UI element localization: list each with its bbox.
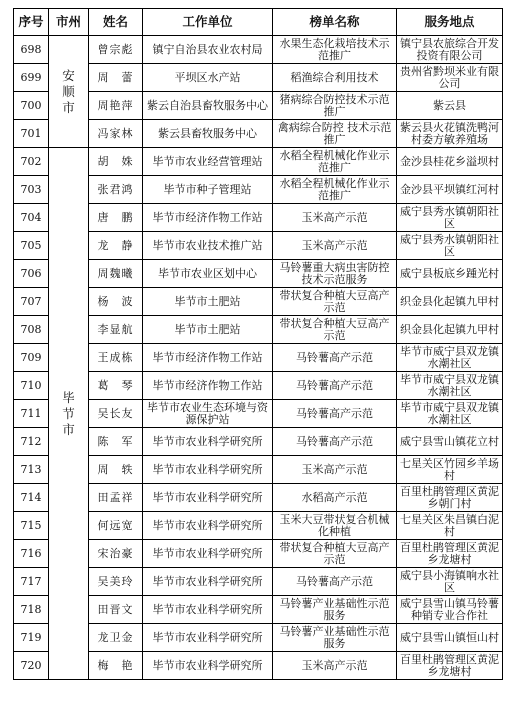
employer-cell: 毕节市农业科学研究所 [143, 624, 273, 652]
employer-cell: 毕节市土肥站 [143, 288, 273, 316]
header-employer: 工作单位 [143, 9, 273, 36]
header-name: 姓名 [89, 9, 143, 36]
service-location-cell: 贵州省黔坝米业有限公司 [397, 64, 503, 92]
seq-cell: 719 [14, 624, 49, 652]
employer-cell: 毕节市农业科学研究所 [143, 428, 273, 456]
city-label: 安顺市 [62, 67, 75, 115]
list-name-cell: 马铃薯高产示范 [273, 344, 397, 372]
name-cell: 张君鸿 [89, 176, 143, 204]
list-name-cell: 水稻高产示范 [273, 484, 397, 512]
name-cell: 唐 鹏 [89, 204, 143, 232]
list-name-cell: 猪病综合防控技术示范推广 [273, 92, 397, 120]
service-location-cell: 百里杜鹃管理区黄泥乡龙塘村 [397, 540, 503, 568]
name-cell: 龙 静 [89, 232, 143, 260]
table-row [14, 148, 503, 176]
service-location-cell: 威宁县秀水镇朝阳社区 [397, 232, 503, 260]
employer-cell: 毕节市农业生态环境与资源保护站 [143, 400, 273, 428]
seq-cell: 712 [14, 428, 49, 456]
seq-cell: 713 [14, 456, 49, 484]
list-name-cell: 马铃薯重大病虫害防控技术示范服务 [273, 260, 397, 288]
list-name-cell: 稻渔综合利用技术 [273, 64, 397, 92]
seq-cell: 702 [14, 148, 49, 176]
service-location-cell: 金沙县平坝镇红河村 [397, 176, 503, 204]
seq-cell: 718 [14, 596, 49, 624]
seq-cell: 706 [14, 260, 49, 288]
seq-cell: 716 [14, 540, 49, 568]
seq-cell: 711 [14, 400, 49, 428]
seq-cell: 699 [14, 64, 49, 92]
seq-cell: 714 [14, 484, 49, 512]
list-name-cell: 马铃薯高产示范 [273, 400, 397, 428]
seq-cell: 703 [14, 176, 49, 204]
list-name-cell: 马铃薯高产示范 [273, 372, 397, 400]
seq-cell: 720 [14, 652, 49, 680]
seq-cell: 707 [14, 288, 49, 316]
service-location-cell: 威宁县雪山镇花立村 [397, 428, 503, 456]
name-cell: 胡 姝 [89, 148, 143, 176]
name-cell: 田孟祥 [89, 484, 143, 512]
service-location-cell: 紫云县火花镇洗鸭河村委方敏养殖场 [397, 120, 503, 148]
city-cell [49, 148, 89, 680]
list-name-cell: 马铃薯产业基础性示范服务 [273, 624, 397, 652]
employer-cell: 毕节市农业经营管理站 [143, 148, 273, 176]
service-location-cell: 威宁县板底乡踵光村 [397, 260, 503, 288]
service-location-cell: 织金县化起镇九甲村 [397, 316, 503, 344]
name-cell: 周 轶 [89, 456, 143, 484]
service-location-cell: 毕节市威宁县双龙镇水潮社区 [397, 400, 503, 428]
service-location-cell: 威宁县小海镇响水社区 [397, 568, 503, 596]
employer-cell: 毕节市农业科学研究所 [143, 596, 273, 624]
header-seq: 序号 [14, 9, 49, 36]
seq-cell: 708 [14, 316, 49, 344]
service-location-cell: 威宁县雪山镇马铃薯种销专业合作社 [397, 596, 503, 624]
header-row [14, 9, 503, 36]
name-cell: 曾宗彪 [89, 36, 143, 64]
employer-cell: 毕节市经济作物工作站 [143, 372, 273, 400]
list-name-cell: 水稻全程机械化作业示范推广 [273, 176, 397, 204]
seq-cell: 717 [14, 568, 49, 596]
service-location-cell: 七星关区朱昌镇白泥村 [397, 512, 503, 540]
employer-cell: 毕节市农业科学研究所 [143, 540, 273, 568]
service-location-cell: 威宁县秀水镇朝阳社区 [397, 204, 503, 232]
list-name-cell: 带状复合种植大豆高产示范 [273, 540, 397, 568]
name-cell: 周艳萍 [89, 92, 143, 120]
table-row [14, 36, 503, 64]
employer-cell: 紫云县畜牧服务中心 [143, 120, 273, 148]
name-cell: 田晋文 [89, 596, 143, 624]
name-cell: 杨 波 [89, 288, 143, 316]
list-name-cell: 水稻全程机械化作业示范推广 [273, 148, 397, 176]
name-cell: 周 蕾 [89, 64, 143, 92]
header-service-location: 服务地点 [397, 9, 503, 36]
service-location-cell: 金沙县桂花乡溢坝村 [397, 148, 503, 176]
list-name-cell: 带状复合种植大豆高产示范 [273, 288, 397, 316]
service-location-cell: 织金县化起镇九甲村 [397, 288, 503, 316]
employer-cell: 毕节市农业科学研究所 [143, 512, 273, 540]
employer-cell: 毕节市农业技术推广站 [143, 232, 273, 260]
name-cell: 陈 军 [89, 428, 143, 456]
seq-cell: 710 [14, 372, 49, 400]
name-cell: 龙卫金 [89, 624, 143, 652]
service-location-cell: 紫云县 [397, 92, 503, 120]
city-label: 毕节市 [62, 389, 75, 437]
list-name-cell: 水果生态化栽培技术示范推广 [273, 36, 397, 64]
employer-cell: 毕节市农业科学研究所 [143, 484, 273, 512]
list-name-cell: 玉米大豆带状复合机械化种植 [273, 512, 397, 540]
employer-cell: 毕节市农业科学研究所 [143, 652, 273, 680]
list-name-cell: 玉米高产示范 [273, 652, 397, 680]
list-name-cell: 禽病综合防控 技术示范推广 [273, 120, 397, 148]
header-list-name: 榜单名称 [273, 9, 397, 36]
employer-cell: 毕节市种子管理站 [143, 176, 273, 204]
employer-cell: 毕节市经济作物工作站 [143, 344, 273, 372]
employer-cell: 毕节市农业科学研究所 [143, 568, 273, 596]
service-location-cell: 百里杜鹃管理区黄泥乡朝门村 [397, 484, 503, 512]
seq-cell: 700 [14, 92, 49, 120]
service-location-cell: 毕节市威宁县双龙镇水潮社区 [397, 344, 503, 372]
name-cell: 冯家林 [89, 120, 143, 148]
employer-cell: 毕节市农业区划中心 [143, 260, 273, 288]
award-list-table [13, 8, 503, 680]
employer-cell: 紫云自治县畜牧服务中心 [143, 92, 273, 120]
list-name-cell: 马铃薯高产示范 [273, 428, 397, 456]
table-body [14, 36, 503, 680]
list-name-cell: 玉米高产示范 [273, 204, 397, 232]
list-name-cell: 带状复合种植大豆高产示范 [273, 316, 397, 344]
city-cell [49, 36, 89, 148]
seq-cell: 698 [14, 36, 49, 64]
service-location-cell: 威宁县雪山镇恒山村 [397, 624, 503, 652]
service-location-cell: 毕节市威宁县双龙镇水潮社区 [397, 372, 503, 400]
seq-cell: 701 [14, 120, 49, 148]
name-cell: 吴长友 [89, 400, 143, 428]
name-cell: 宋治豪 [89, 540, 143, 568]
service-location-cell: 镇宁县农旅综合开发投资有限公司 [397, 36, 503, 64]
seq-cell: 704 [14, 204, 49, 232]
name-cell: 李显航 [89, 316, 143, 344]
list-name-cell: 马铃薯产业基础性示范服务 [273, 596, 397, 624]
employer-cell: 平坝区水产站 [143, 64, 273, 92]
employer-cell: 毕节市农业科学研究所 [143, 456, 273, 484]
seq-cell: 715 [14, 512, 49, 540]
seq-cell: 705 [14, 232, 49, 260]
header-city: 市州 [49, 9, 89, 36]
name-cell: 梅 艳 [89, 652, 143, 680]
employer-cell: 镇宁自治县农业农村局 [143, 36, 273, 64]
service-location-cell: 百里杜鹃管理区黄泥乡龙塘村 [397, 652, 503, 680]
list-name-cell: 玉米高产示范 [273, 456, 397, 484]
name-cell: 葛 琴 [89, 372, 143, 400]
list-name-cell: 玉米高产示范 [273, 232, 397, 260]
name-cell: 吴美玲 [89, 568, 143, 596]
name-cell: 何远宽 [89, 512, 143, 540]
seq-cell: 709 [14, 344, 49, 372]
service-location-cell: 七星关区竹园乡羊场村 [397, 456, 503, 484]
employer-cell: 毕节市经济作物工作站 [143, 204, 273, 232]
name-cell: 周魏曦 [89, 260, 143, 288]
list-name-cell: 马铃薯高产示范 [273, 568, 397, 596]
name-cell: 王成栋 [89, 344, 143, 372]
employer-cell: 毕节市土肥站 [143, 316, 273, 344]
